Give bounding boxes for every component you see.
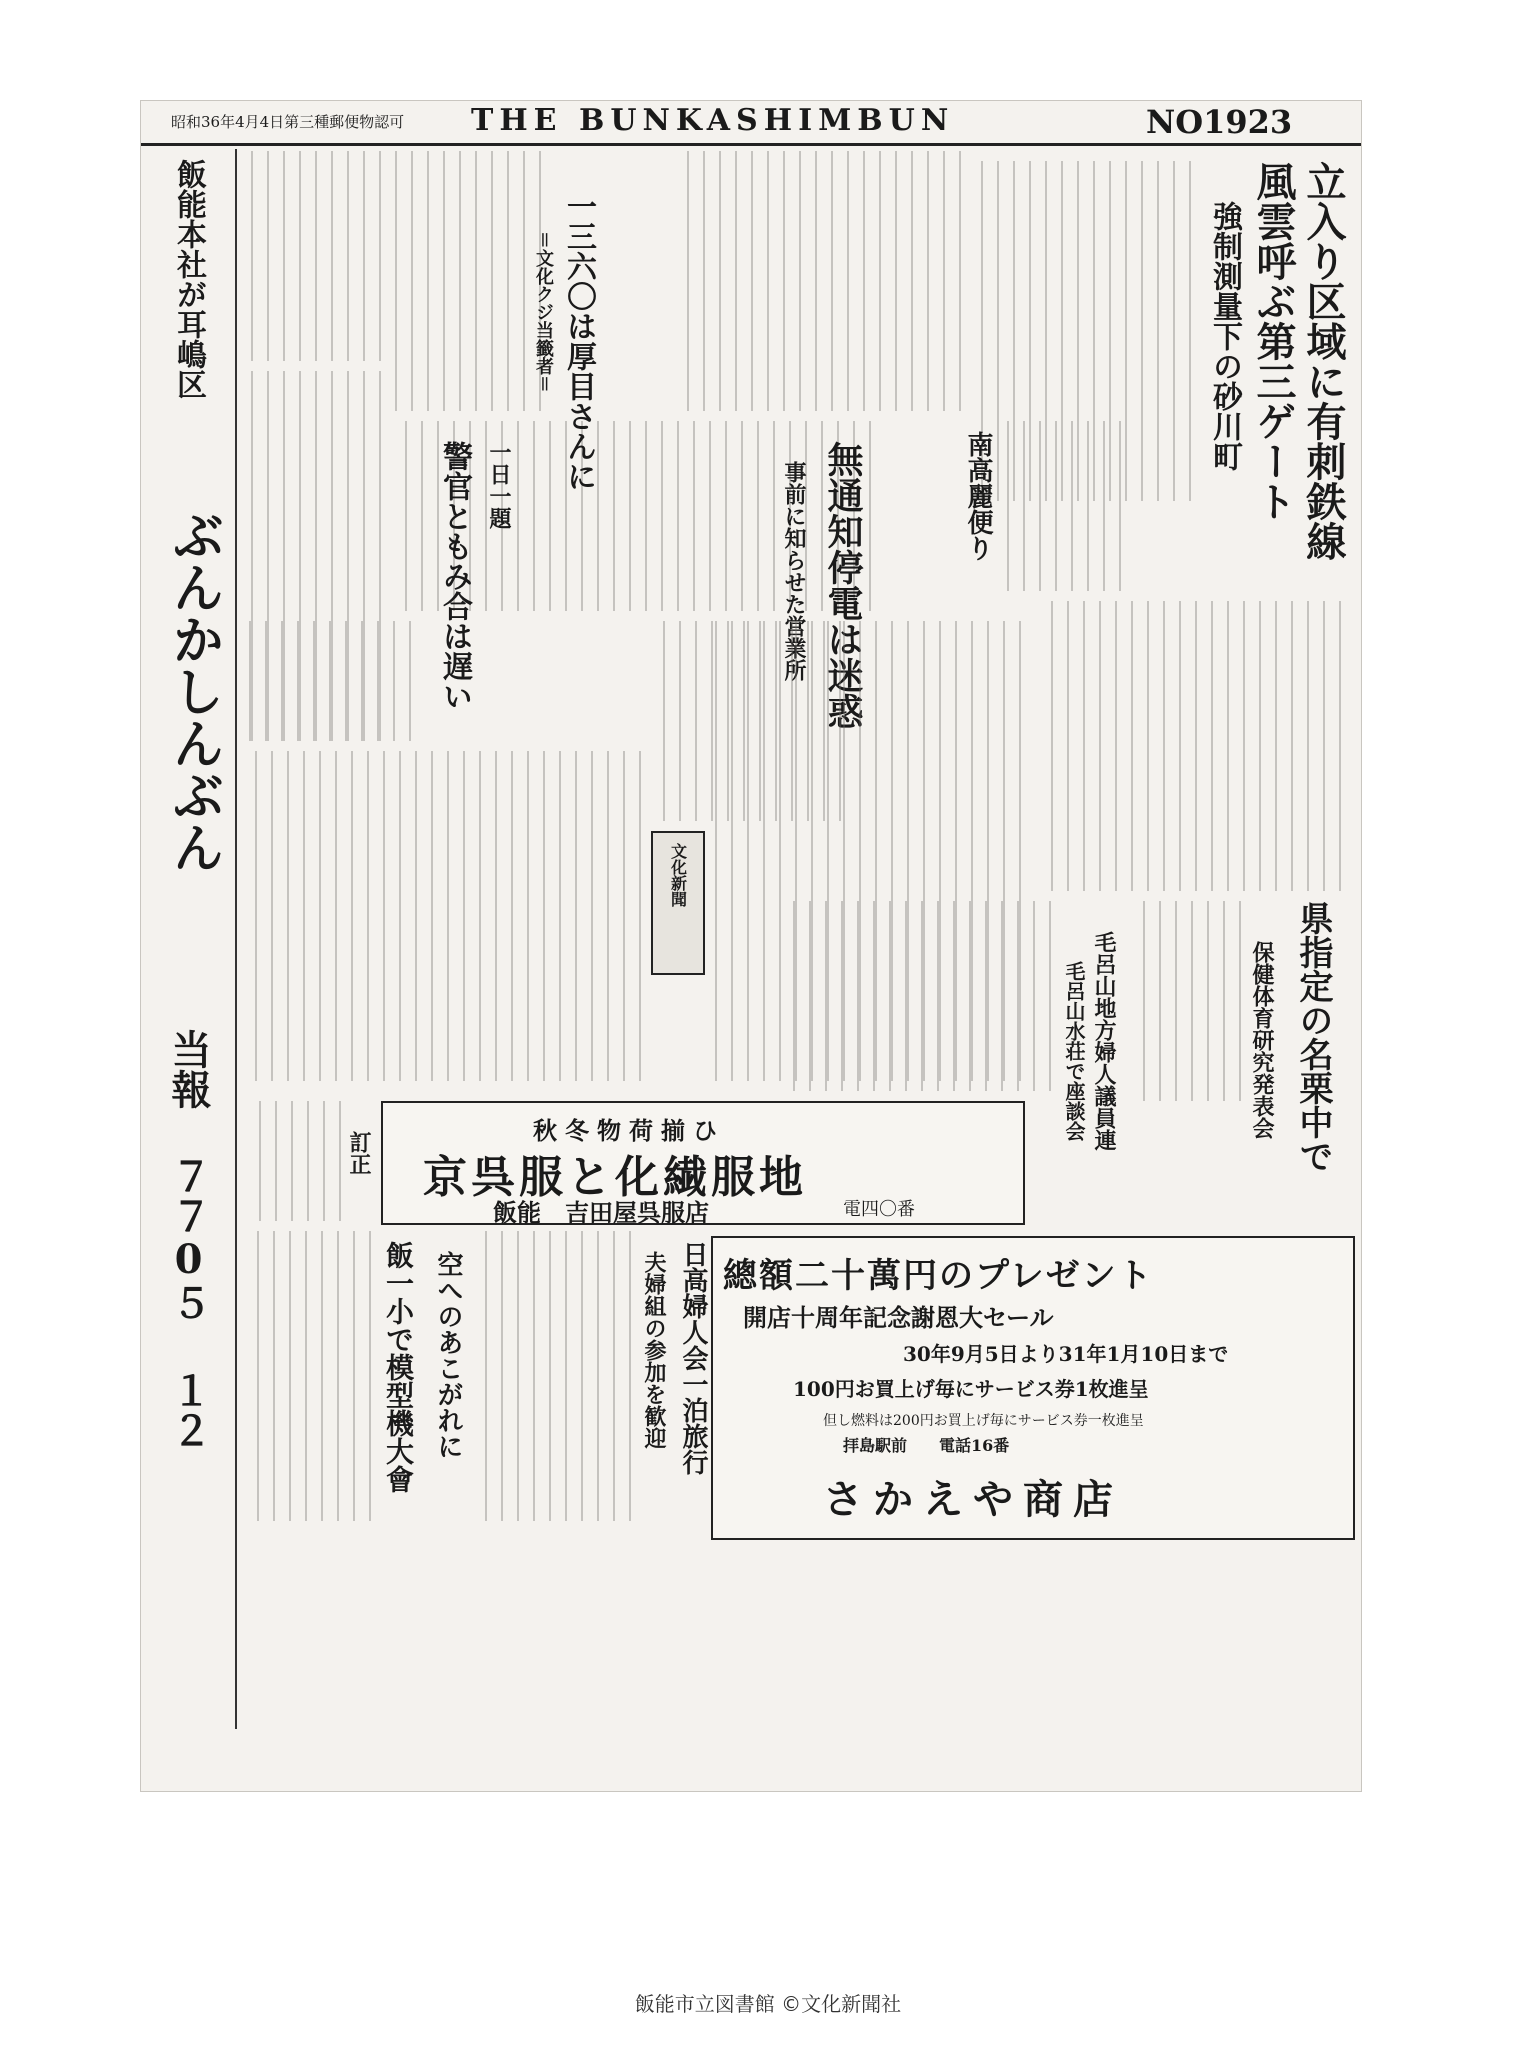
sunagawa-headline-3: 強制測量下の砂川町 — [1207, 201, 1242, 471]
kuji-sub: ＝文化クジ当籤者＝ — [533, 231, 554, 393]
ichinichi-headline: 一日一題 — [486, 441, 512, 529]
hoken-body-2 — [1141, 901, 1241, 1101]
issue-number: NO1923 — [1146, 103, 1293, 141]
sunagawa-headline-2: 風雲呼ぶ第三ゲート — [1250, 161, 1297, 521]
moroyama-headline: 毛呂山地方婦人議員連 — [1091, 931, 1117, 1151]
hidaka-sub: 夫婦組の参加を歓迎 — [641, 1251, 667, 1449]
masthead — [143, 149, 229, 1709]
sora-body — [251, 1231, 371, 1521]
sora-headline: 空へのあこがれに — [433, 1251, 463, 1459]
sunagawa-body — [971, 161, 1191, 501]
sakaeya-note: 但し燃料は200円お買上げ毎にサービス券一枚進呈 — [823, 1413, 1144, 1429]
moroyama-body — [781, 901, 1051, 1091]
sakaeya-sub: 開店十周年記念謝恩大セール — [743, 1303, 1054, 1332]
yoshidaya-ad — [381, 1101, 1025, 1225]
ichinichi-body — [241, 751, 641, 1081]
bunka-stamp-label: 文化新聞 — [668, 843, 688, 907]
hoken-headline: 県指定の名栗中で — [1293, 901, 1333, 1173]
text-block — [241, 151, 381, 361]
ichinichi-sub: 警官ともみ合は遅い — [437, 441, 472, 711]
sakaeya-shop: さかえや商店 — [823, 1476, 1123, 1523]
text-block — [391, 151, 541, 411]
teiden-headline: 無通知停電は迷惑 — [822, 441, 864, 729]
minami-headline: 南高麗便り — [963, 431, 993, 561]
kuji-headline: 一三六〇は厚目さんに — [561, 191, 596, 491]
yoshidaya-headline: 京呉服と化繊服地 — [423, 1152, 807, 1203]
yoshidaya-tagline: 秋冬物荷揃ひ — [533, 1116, 725, 1145]
teiden-sub: 事前に知らせた営業所 — [781, 461, 807, 681]
hoken-sub: 保健体育研究発表会 — [1249, 941, 1275, 1139]
teisei-body — [251, 1101, 341, 1221]
ichinichi-body-2 — [241, 621, 411, 741]
header-date-line: 昭和36年4月4日第三種郵便物認可 — [171, 113, 405, 131]
sakaeya-headline: 總額二十萬円のプレゼント — [723, 1256, 1154, 1296]
sunagawa-headline-1: 立入り区域に有刺鉄線 — [1300, 161, 1347, 561]
moroyama-sub: 毛呂山水荘で座談会 — [1062, 961, 1086, 1141]
hidaka-headline: 日高婦人会一泊旅行 — [678, 1241, 708, 1475]
library-credit: 飯能市立図書館 ©文化新聞社 — [634, 1992, 902, 2016]
newspaper-page — [140, 100, 1362, 1792]
text-block — [681, 151, 961, 411]
masthead-price: 当報 ７７0５ １２ — [165, 1029, 212, 1450]
yoshidaya-shop: 飯能 吉田屋呉服店 — [493, 1198, 709, 1227]
sakaeya-period: 30年9月5日より31年1月10日まで — [903, 1342, 1229, 1366]
sakaeya-address: 拝島駅前 電話16番 — [843, 1436, 1010, 1455]
hidaka-body — [471, 1231, 631, 1521]
sora-sub: 飯一小で模型機大會 — [382, 1241, 415, 1493]
header-rule — [141, 143, 1361, 146]
hoken-body — [1041, 601, 1341, 891]
yoshidaya-tel: 電四〇番 — [843, 1199, 915, 1220]
sakaeya-ad — [711, 1236, 1355, 1540]
newspaper-title: THE BUNKASHIMBUN — [471, 103, 955, 138]
masthead-logo: ぶんかしんぶん — [163, 509, 224, 873]
teisei-headline: 訂正 — [346, 1131, 372, 1175]
masthead-divider — [235, 149, 237, 1729]
masthead-company: 飯能本社が耳嶋区 — [171, 159, 206, 399]
sakaeya-offer: 100円お買上げ毎にサービス券1枚進呈 — [793, 1377, 1149, 1401]
bunka-stamp — [651, 831, 705, 975]
